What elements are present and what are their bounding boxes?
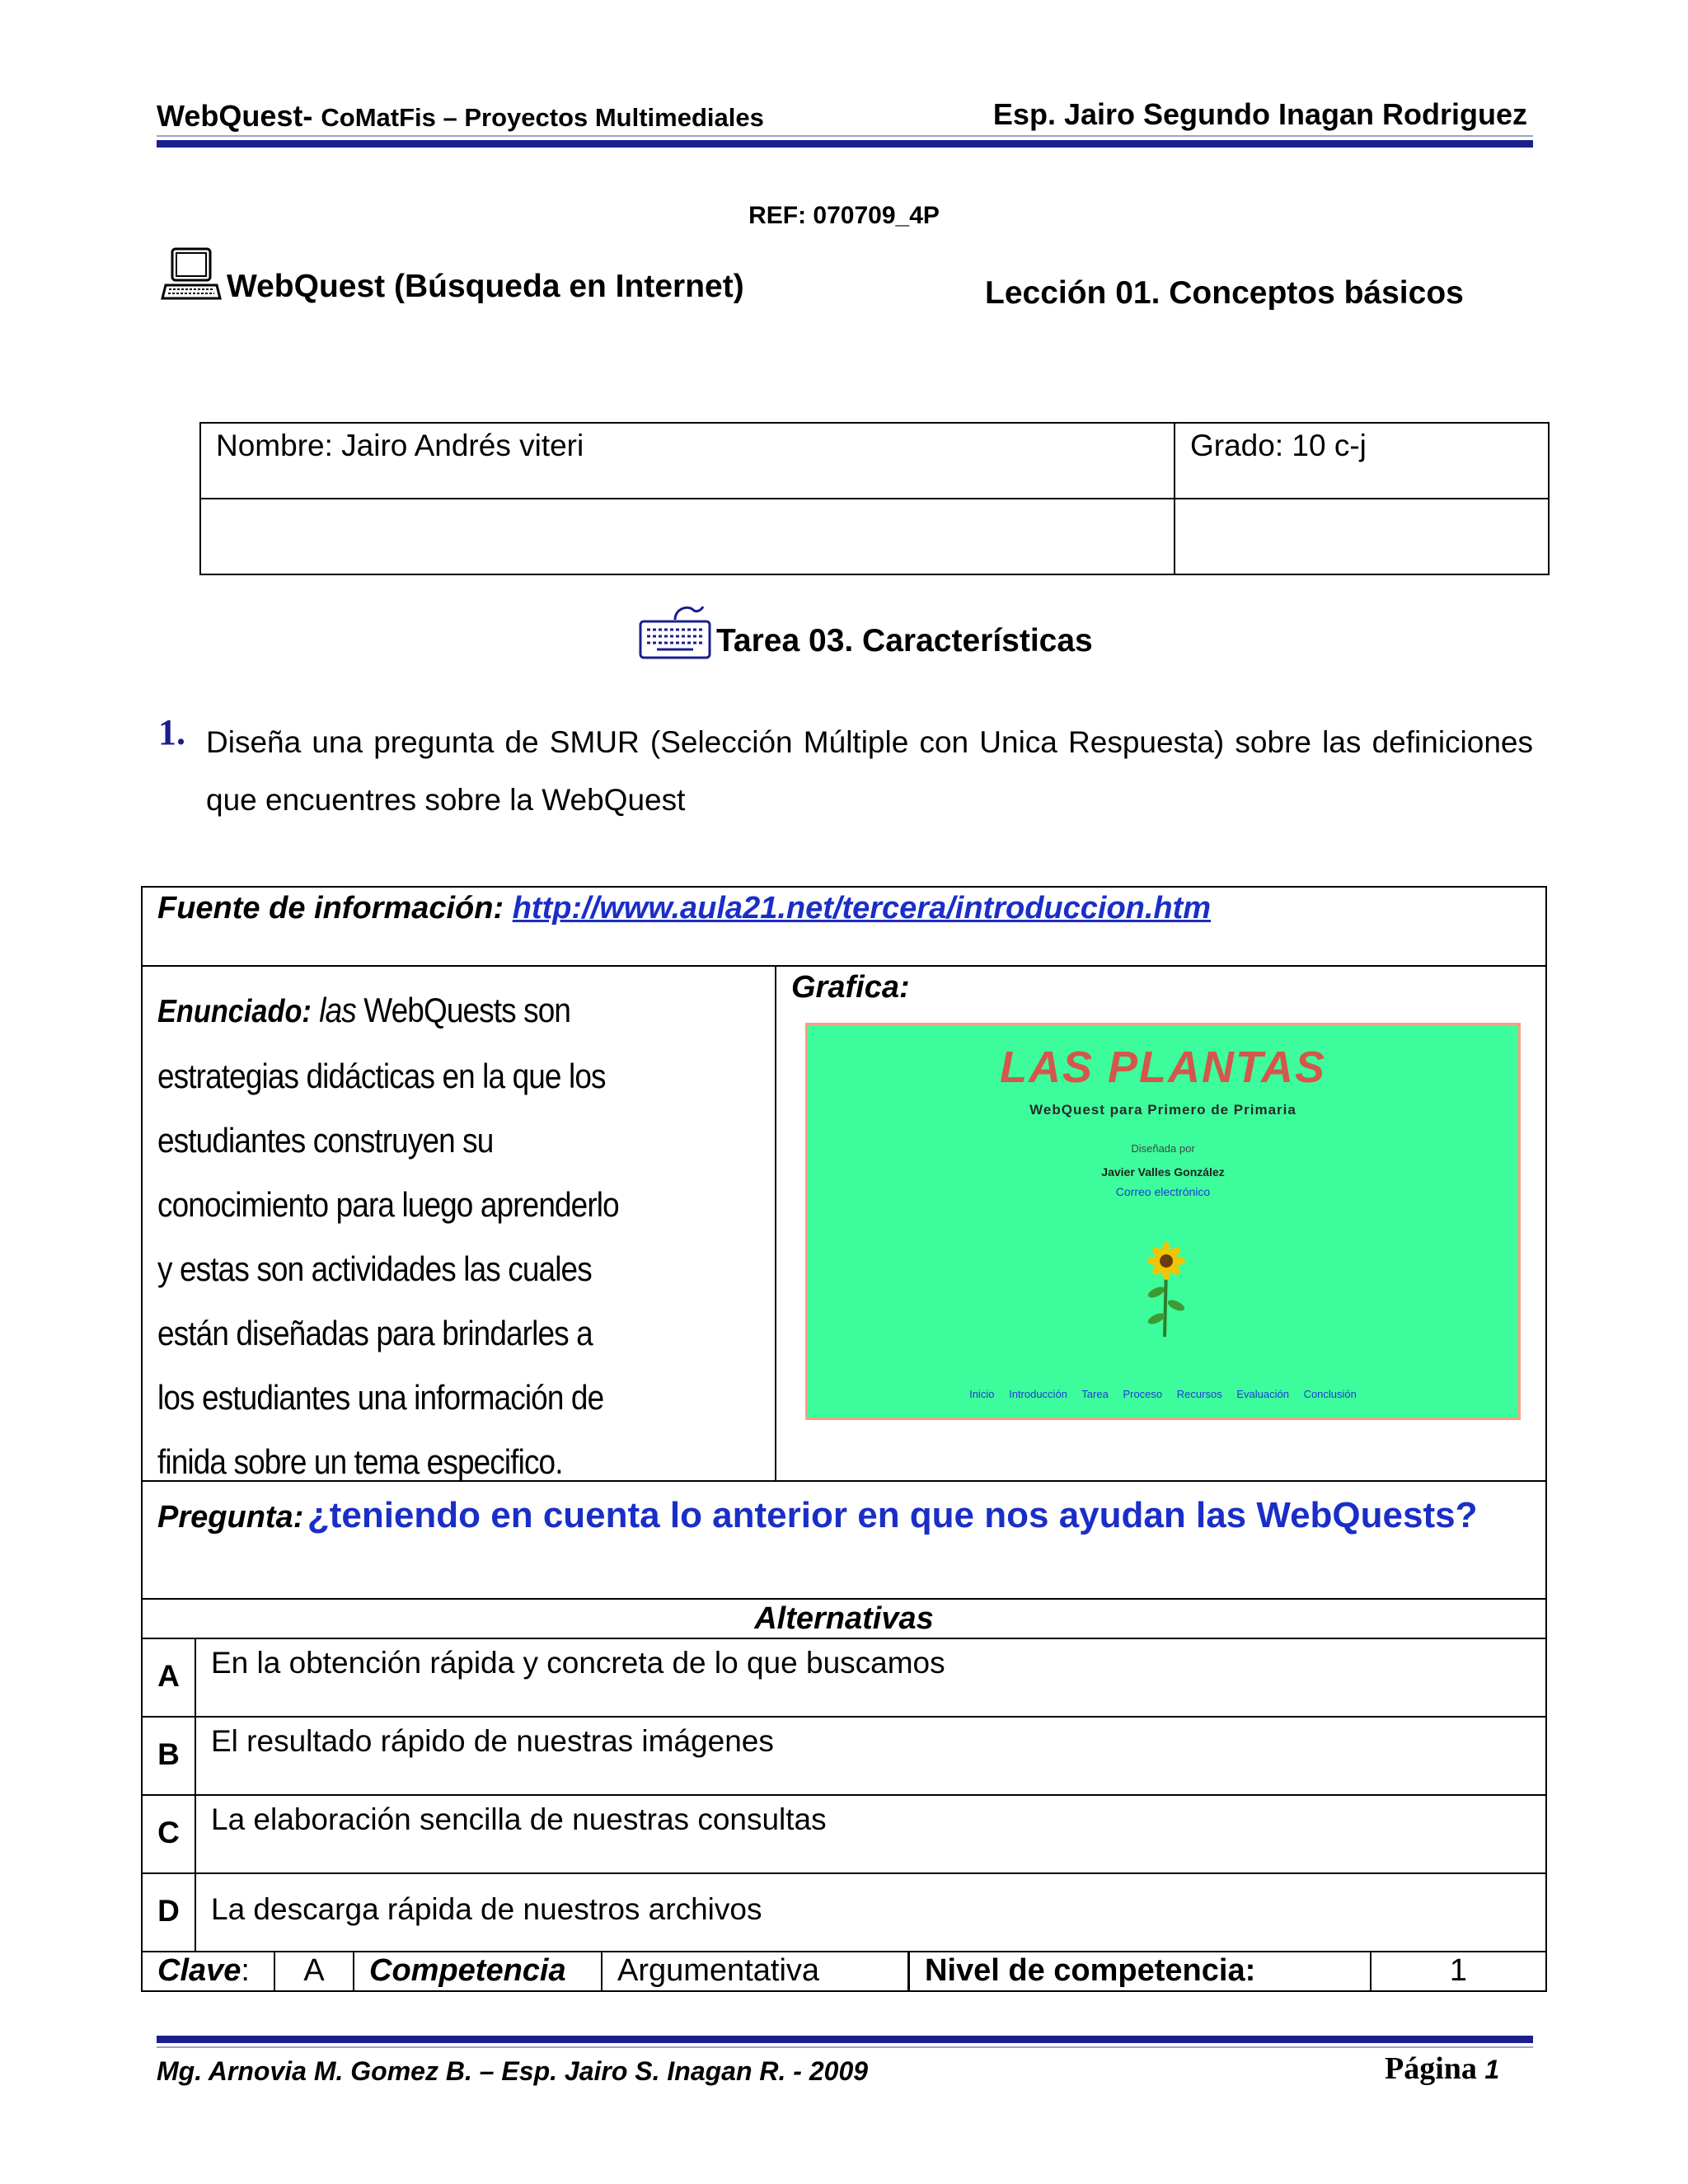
statement-text: WebQuests son estrategias didácticas en la que los estudiantes construyen su conocimiento para luego aprenderlo y estas son actividades las cuales están diseñadas para brindarles a los estudiantes una información de finida sobre un tema especifico. xyxy=(157,991,619,1481)
keyboard-icon xyxy=(639,602,711,659)
option-text: La descarga rápida de nuestros archivos xyxy=(211,1892,762,1926)
source-label: Fuente de información: xyxy=(157,891,504,926)
option-row xyxy=(143,1796,1545,1874)
option-row xyxy=(143,1874,1545,1952)
statement-label: Enunciado: xyxy=(157,994,312,1029)
statement-lead: las xyxy=(319,991,356,1029)
page-label: Página xyxy=(1385,2051,1477,2086)
nav-item: Recursos xyxy=(1176,1388,1222,1400)
competencia-label: Competencia xyxy=(354,1952,603,1990)
source-row xyxy=(143,888,1545,967)
option-text: En la obtención rápida y concreta de lo que buscamos xyxy=(211,1646,945,1680)
competencia-value: Argumentativa xyxy=(603,1952,910,1990)
nav-item: Evaluación xyxy=(1236,1388,1289,1400)
clave-value: A xyxy=(275,1952,354,1990)
question-label: Pregunta: xyxy=(157,1500,304,1535)
student-table xyxy=(199,422,1550,575)
alternatives-heading: Alternativas xyxy=(143,1600,1545,1639)
student-grade: Grado: 10 c-j xyxy=(1175,423,1549,499)
webquest-screenshot xyxy=(805,1023,1521,1420)
title-webquest: WebQuest (Búsqueda en Internet) xyxy=(227,269,744,304)
screenshot-title: LAS PLANTAS xyxy=(1000,1043,1326,1092)
statement-cell xyxy=(143,967,776,1480)
footer-rule xyxy=(157,2046,1533,2048)
question-instructions: Diseña una pregunta de SMUR (Selección Múltiple con Unica Respuesta) sobre las definiciones que encuentres sobre la WebQuest xyxy=(206,725,1533,817)
nivel-value: 1 xyxy=(1449,1953,1468,1988)
option-text: La elaboración sencilla de nuestras consultas xyxy=(211,1802,827,1836)
option-letter: D xyxy=(143,1874,196,1951)
statement-row xyxy=(143,967,1545,1482)
footer-rule-thick xyxy=(157,2036,1533,2043)
screenshot-nav xyxy=(808,1388,1518,1400)
answer-row xyxy=(143,1952,1545,1990)
header-left xyxy=(157,99,764,134)
header-course: CoMatFis – Proyectos Multimediales xyxy=(321,103,764,132)
nivel-label: Nivel de competencia: xyxy=(910,1952,1372,1990)
header-webquest: WebQuest- xyxy=(157,99,313,133)
screenshot-designed-by: Diseñada por xyxy=(1131,1142,1195,1155)
question-table xyxy=(141,886,1547,1992)
title-left xyxy=(161,247,744,305)
option-letter: B xyxy=(143,1718,196,1794)
page-number xyxy=(1385,2050,1499,2087)
option-letter: C xyxy=(143,1796,196,1872)
nav-item: Inicio xyxy=(969,1388,995,1400)
question-number: 1. xyxy=(158,712,185,752)
clave-label: Clave: xyxy=(143,1952,275,1990)
screenshot-author: Javier Valles González xyxy=(1101,1165,1225,1179)
nav-item: Tarea xyxy=(1081,1388,1109,1400)
screenshot-email: Correo electrónico xyxy=(1115,1185,1211,1198)
task-title xyxy=(639,602,1093,659)
screenshot-subtitle: WebQuest para Primero de Primaria xyxy=(1029,1102,1296,1118)
task-title-text: Tarea 03. Características xyxy=(716,623,1093,658)
page-number-value: 1 xyxy=(1484,2055,1500,2084)
nav-item: Conclusión xyxy=(1303,1388,1357,1400)
nav-item: Proceso xyxy=(1123,1388,1163,1400)
graphic-cell xyxy=(776,967,1545,1480)
lesson-title: Lección 01. Conceptos básicos xyxy=(985,275,1464,311)
sunflower-icon xyxy=(1142,1241,1191,1338)
question-row xyxy=(143,1482,1545,1600)
question-text: ¿teniendo en cuenta lo anterior en que nos ayudan las WebQuests? xyxy=(307,1495,1478,1535)
nav-item: Introducción xyxy=(1009,1388,1067,1400)
computer-icon xyxy=(161,247,222,305)
option-letter: A xyxy=(143,1639,196,1716)
footer-authors: Mg. Arnovia M. Gomez B. – Esp. Jairo S. Inagan R. - 2009 xyxy=(157,2056,869,2086)
graphic-label: Grafica: xyxy=(791,970,910,1005)
reference-code: REF: 070709_4P xyxy=(748,202,940,229)
empty-cell xyxy=(1175,499,1549,574)
header-rule-thick xyxy=(157,140,1533,148)
option-text: El resultado rápido de nuestras imágenes xyxy=(211,1724,774,1758)
source-link[interactable]: http://www.aula21.net/tercera/introduccion.htm xyxy=(512,891,1212,926)
header-author: Esp. Jairo Segundo Inagan Rodriguez xyxy=(992,97,1527,131)
student-name: Nombre: Jairo Andrés viteri xyxy=(200,423,1175,499)
option-row xyxy=(143,1718,1545,1796)
option-row xyxy=(143,1639,1545,1718)
empty-cell xyxy=(200,499,1175,574)
header-rule xyxy=(157,135,1533,137)
